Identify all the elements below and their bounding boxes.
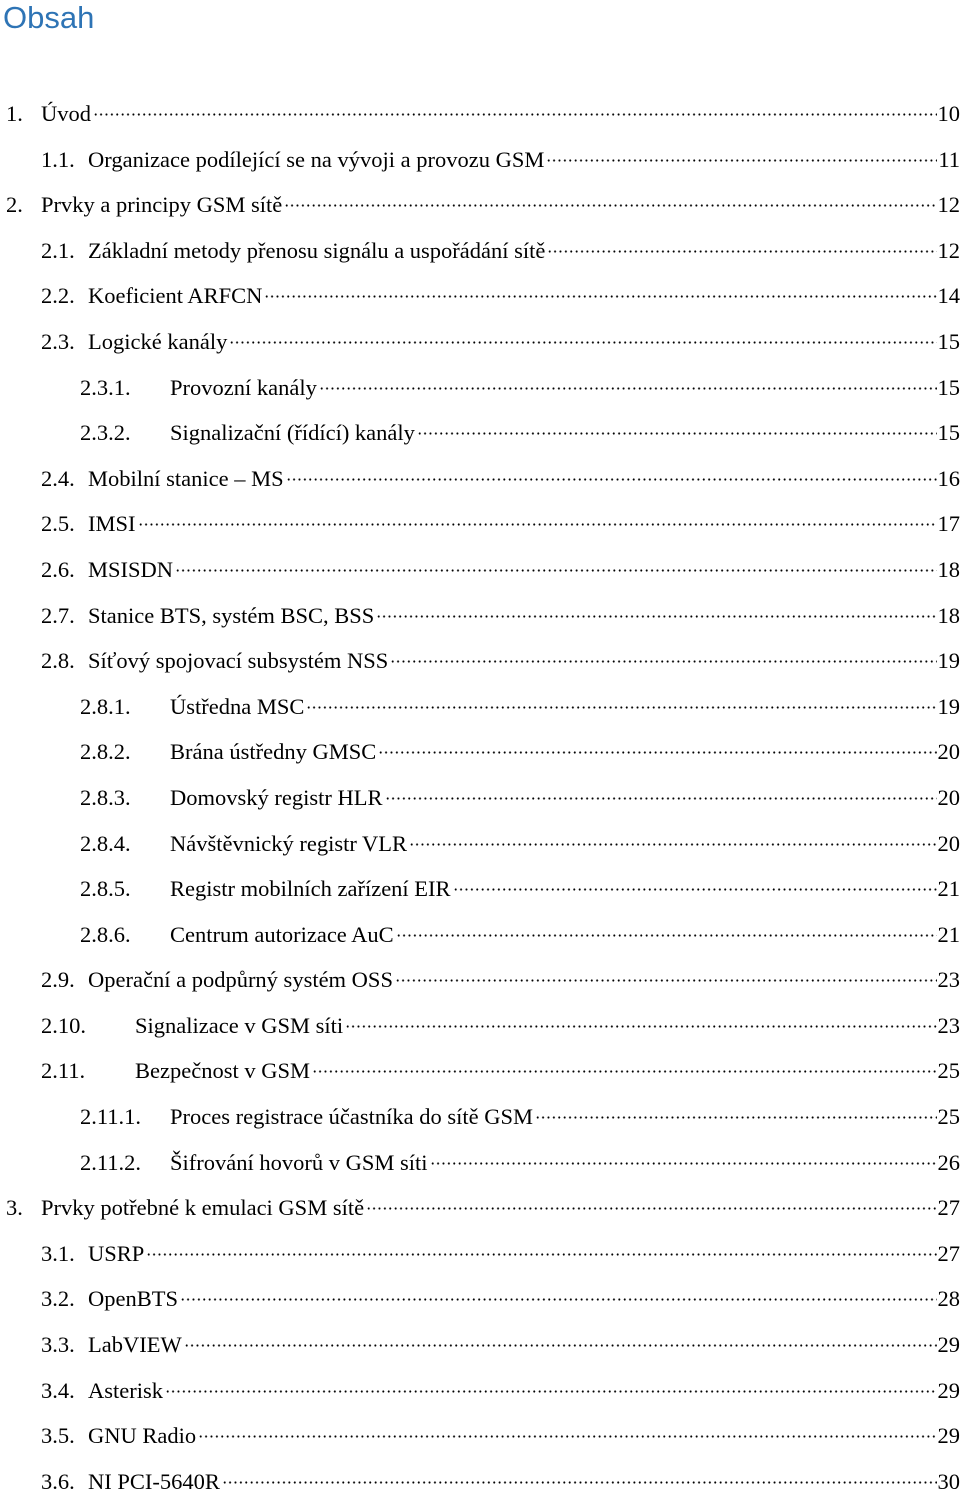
- toc-entry[interactable]: [0, 91, 960, 137]
- dot-leader: [284, 204, 936, 207]
- toc-entry-number: 2.1.: [41, 228, 88, 274]
- toc-entry-page-number: 29: [938, 1368, 960, 1414]
- dot-leader: [229, 341, 936, 344]
- dot-leader: [396, 934, 937, 937]
- toc-entry-page-number: 18: [938, 593, 960, 639]
- toc-entry-page-number: 27: [938, 1185, 960, 1231]
- toc-entry-page-number: 20: [938, 729, 960, 775]
- toc-entry-page-number: 14: [938, 273, 960, 319]
- toc-entry-page-number: 20: [938, 821, 960, 867]
- toc-entry-number: 2.5.: [41, 501, 88, 547]
- toc-entry-label: Provozní kanály: [170, 365, 317, 411]
- toc-entry[interactable]: [0, 1048, 960, 1094]
- toc-entry-page-number: 19: [938, 684, 960, 730]
- dot-leader: [286, 478, 937, 481]
- toc-entry[interactable]: [0, 775, 960, 821]
- toc-entry-page-number: 19: [938, 638, 960, 684]
- toc-entry[interactable]: [0, 228, 960, 274]
- toc-entry-page-number: 26: [938, 1140, 960, 1186]
- toc-entry[interactable]: [0, 137, 960, 183]
- toc-entry-number: 2.3.1.: [80, 365, 170, 411]
- toc-entry-page-number: 23: [938, 1003, 960, 1049]
- dot-leader: [547, 250, 936, 253]
- toc-entry[interactable]: [0, 1459, 960, 1504]
- toc-entry-label: Ústředna MSC: [170, 684, 304, 730]
- toc-entry-number: 2.10.: [41, 1003, 135, 1049]
- toc-entry-label: Koeficient ARFCN: [88, 273, 262, 319]
- toc-entry[interactable]: [0, 1003, 960, 1049]
- toc-entry[interactable]: [0, 593, 960, 639]
- dot-leader: [390, 660, 936, 663]
- toc-entry-label: Základní metody přenosu signálu a uspořádání sítě: [88, 228, 545, 274]
- toc-entry[interactable]: [0, 456, 960, 502]
- toc-entry-page-number: 15: [938, 365, 960, 411]
- toc-entry-number: 2.8.: [41, 638, 88, 684]
- toc-entry-page-number: 21: [938, 912, 960, 958]
- toc-entry-number: 2.9.: [41, 957, 88, 1003]
- toc-entry-label: Šifrování hovorů v GSM síti: [170, 1140, 428, 1186]
- page-title: Obsah: [3, 0, 94, 40]
- toc-entry-label: LabVIEW: [88, 1322, 182, 1368]
- toc-entry-page-number: 12: [938, 182, 960, 228]
- toc-entry-page-number: 29: [938, 1413, 960, 1459]
- toc-entry-number: 3.2.: [41, 1276, 88, 1322]
- toc-entry-label: MSISDN: [88, 547, 173, 593]
- toc-entry-label: Úvod: [41, 91, 91, 137]
- toc-entry-number: 2.11.1.: [80, 1094, 170, 1140]
- toc-entry[interactable]: [0, 1413, 960, 1459]
- toc-entry-number: 1.1.: [41, 137, 88, 183]
- toc-entry[interactable]: [0, 273, 960, 319]
- toc-entry-label: Registr mobilních zařízení EIR: [170, 866, 451, 912]
- toc-entry-page-number: 23: [938, 957, 960, 1003]
- toc-list: [0, 91, 960, 1504]
- dot-leader: [453, 888, 937, 891]
- toc-entry-number: 3.4.: [41, 1368, 88, 1414]
- toc-entry-number: 2.6.: [41, 547, 88, 593]
- toc-entry[interactable]: [0, 729, 960, 775]
- dot-leader: [395, 979, 937, 982]
- toc-entry-page-number: 27: [938, 1231, 960, 1277]
- dot-leader: [180, 1298, 937, 1301]
- toc-entry[interactable]: [0, 1276, 960, 1322]
- toc-entry-page-number: 15: [938, 319, 960, 365]
- dot-leader: [146, 1253, 936, 1256]
- toc-entry-page-number: 12: [938, 228, 960, 274]
- toc-entry[interactable]: [0, 410, 960, 456]
- toc-entry-page-number: 30: [938, 1459, 960, 1504]
- dot-leader: [385, 797, 937, 800]
- toc-entry[interactable]: [0, 365, 960, 411]
- toc-entry[interactable]: [0, 1231, 960, 1277]
- toc-entry-number: 2.8.5.: [80, 866, 170, 912]
- toc-entry[interactable]: [0, 501, 960, 547]
- dot-leader: [430, 1162, 937, 1165]
- toc-entry-label: IMSI: [88, 501, 136, 547]
- toc-entry-number: 2.7.: [41, 593, 88, 639]
- dot-leader: [165, 1390, 937, 1393]
- toc-entry-label: Operační a podpůrný systém OSS: [88, 957, 393, 1003]
- toc-entry-label: Brána ústředny GMSC: [170, 729, 376, 775]
- toc-entry-label: Organizace podílející se na vývoji a provozu GSM: [88, 137, 544, 183]
- toc-entry-label: Prvky potřebné k emulaci GSM sítě: [41, 1185, 364, 1231]
- toc-entry-number: 2.8.4.: [80, 821, 170, 867]
- toc-entry-number: 3.: [6, 1185, 41, 1231]
- toc-entry[interactable]: [0, 1322, 960, 1368]
- toc-entry-label: Bezpečnost v GSM: [135, 1048, 310, 1094]
- toc-entry-label: NI PCI-5640R: [88, 1459, 220, 1504]
- toc-entry-label: Signalizační (řídící) kanály: [170, 410, 415, 456]
- toc-entry-label: GNU Radio: [88, 1413, 196, 1459]
- toc-entry[interactable]: [0, 1368, 960, 1414]
- dot-leader: [312, 1070, 937, 1073]
- toc-entry-label: Prvky a principy GSM sítě: [41, 182, 282, 228]
- toc-entry[interactable]: [0, 182, 960, 228]
- dot-leader: [376, 615, 936, 618]
- toc-entry-label: Mobilní stanice – MS: [88, 456, 284, 502]
- toc-entry-number: 2.8.6.: [80, 912, 170, 958]
- toc-entry-page-number: 11: [938, 137, 960, 183]
- toc-entry[interactable]: [0, 684, 960, 730]
- toc-entry-page-number: 10: [938, 91, 960, 137]
- dot-leader: [378, 751, 936, 754]
- toc-entry[interactable]: [0, 866, 960, 912]
- dot-leader: [535, 1116, 936, 1119]
- toc-entry-label: Domovský registr HLR: [170, 775, 383, 821]
- dot-leader: [184, 1344, 937, 1347]
- toc-entry-number: 2.3.: [41, 319, 88, 365]
- toc-entry-number: 2.11.2.: [80, 1140, 170, 1186]
- toc-entry-page-number: 16: [938, 456, 960, 502]
- toc-entry[interactable]: [0, 1140, 960, 1186]
- toc-entry-page-number: 15: [938, 410, 960, 456]
- toc-entry-label: Signalizace v GSM síti: [135, 1003, 343, 1049]
- toc-entry-label: Síťový spojovací subsystém NSS: [88, 638, 388, 684]
- toc-entry[interactable]: [0, 821, 960, 867]
- toc-entry-page-number: 28: [938, 1276, 960, 1322]
- dot-leader: [345, 1025, 936, 1028]
- toc-entry[interactable]: [0, 638, 960, 684]
- toc-entry[interactable]: [0, 1185, 960, 1231]
- toc-entry[interactable]: [0, 1094, 960, 1140]
- toc-entry-label: Stanice BTS, systém BSC, BSS: [88, 593, 374, 639]
- toc-entry-number: 2.: [6, 182, 41, 228]
- dot-leader: [93, 113, 937, 116]
- dot-leader: [264, 295, 936, 298]
- toc-entry-label: OpenBTS: [88, 1276, 178, 1322]
- toc-entry[interactable]: [0, 319, 960, 365]
- dot-leader: [198, 1435, 936, 1438]
- toc-entry-number: 3.6.: [41, 1459, 88, 1504]
- toc-entry-number: 2.3.2.: [80, 410, 170, 456]
- dot-leader: [138, 523, 937, 526]
- toc-entry-label: USRP: [88, 1231, 144, 1277]
- toc-entry-number: 2.11.: [41, 1048, 135, 1094]
- toc-entry-number: 2.8.2.: [80, 729, 170, 775]
- toc-entry-number: 3.3.: [41, 1322, 88, 1368]
- toc-entry-number: 2.8.3.: [80, 775, 170, 821]
- dot-leader: [409, 843, 936, 846]
- toc-entry-number: 2.4.: [41, 456, 88, 502]
- toc-entry-page-number: 17: [938, 501, 960, 547]
- dot-leader: [175, 569, 936, 572]
- toc-entry-page-number: 21: [938, 866, 960, 912]
- toc-entry-number: 2.2.: [41, 273, 88, 319]
- toc-entry-page-number: 25: [938, 1094, 960, 1140]
- toc-entry-number: 2.8.1.: [80, 684, 170, 730]
- toc-entry[interactable]: [0, 957, 960, 1003]
- toc-entry-label: Logické kanály: [88, 319, 227, 365]
- toc-entry-label: Proces registrace účastníka do sítě GSM: [170, 1094, 533, 1140]
- dot-leader: [366, 1207, 936, 1210]
- toc-entry-number: 3.5.: [41, 1413, 88, 1459]
- dot-leader: [546, 159, 937, 162]
- dot-leader: [319, 387, 937, 390]
- toc-entry-label: Centrum autorizace AuC: [170, 912, 394, 958]
- toc-entry-label: Návštěvnický registr VLR: [170, 821, 407, 867]
- toc-entry[interactable]: [0, 547, 960, 593]
- toc-entry-page-number: 25: [938, 1048, 960, 1094]
- dot-leader: [417, 432, 937, 435]
- toc-entry-number: 3.1.: [41, 1231, 88, 1277]
- toc-entry-number: 1.: [6, 91, 41, 137]
- toc-entry[interactable]: [0, 912, 960, 958]
- dot-leader: [222, 1481, 937, 1484]
- toc-entry-page-number: 29: [938, 1322, 960, 1368]
- toc-entry-label: Asterisk: [88, 1368, 163, 1414]
- toc-entry-page-number: 20: [938, 775, 960, 821]
- dot-leader: [306, 706, 936, 709]
- toc-entry-page-number: 18: [938, 547, 960, 593]
